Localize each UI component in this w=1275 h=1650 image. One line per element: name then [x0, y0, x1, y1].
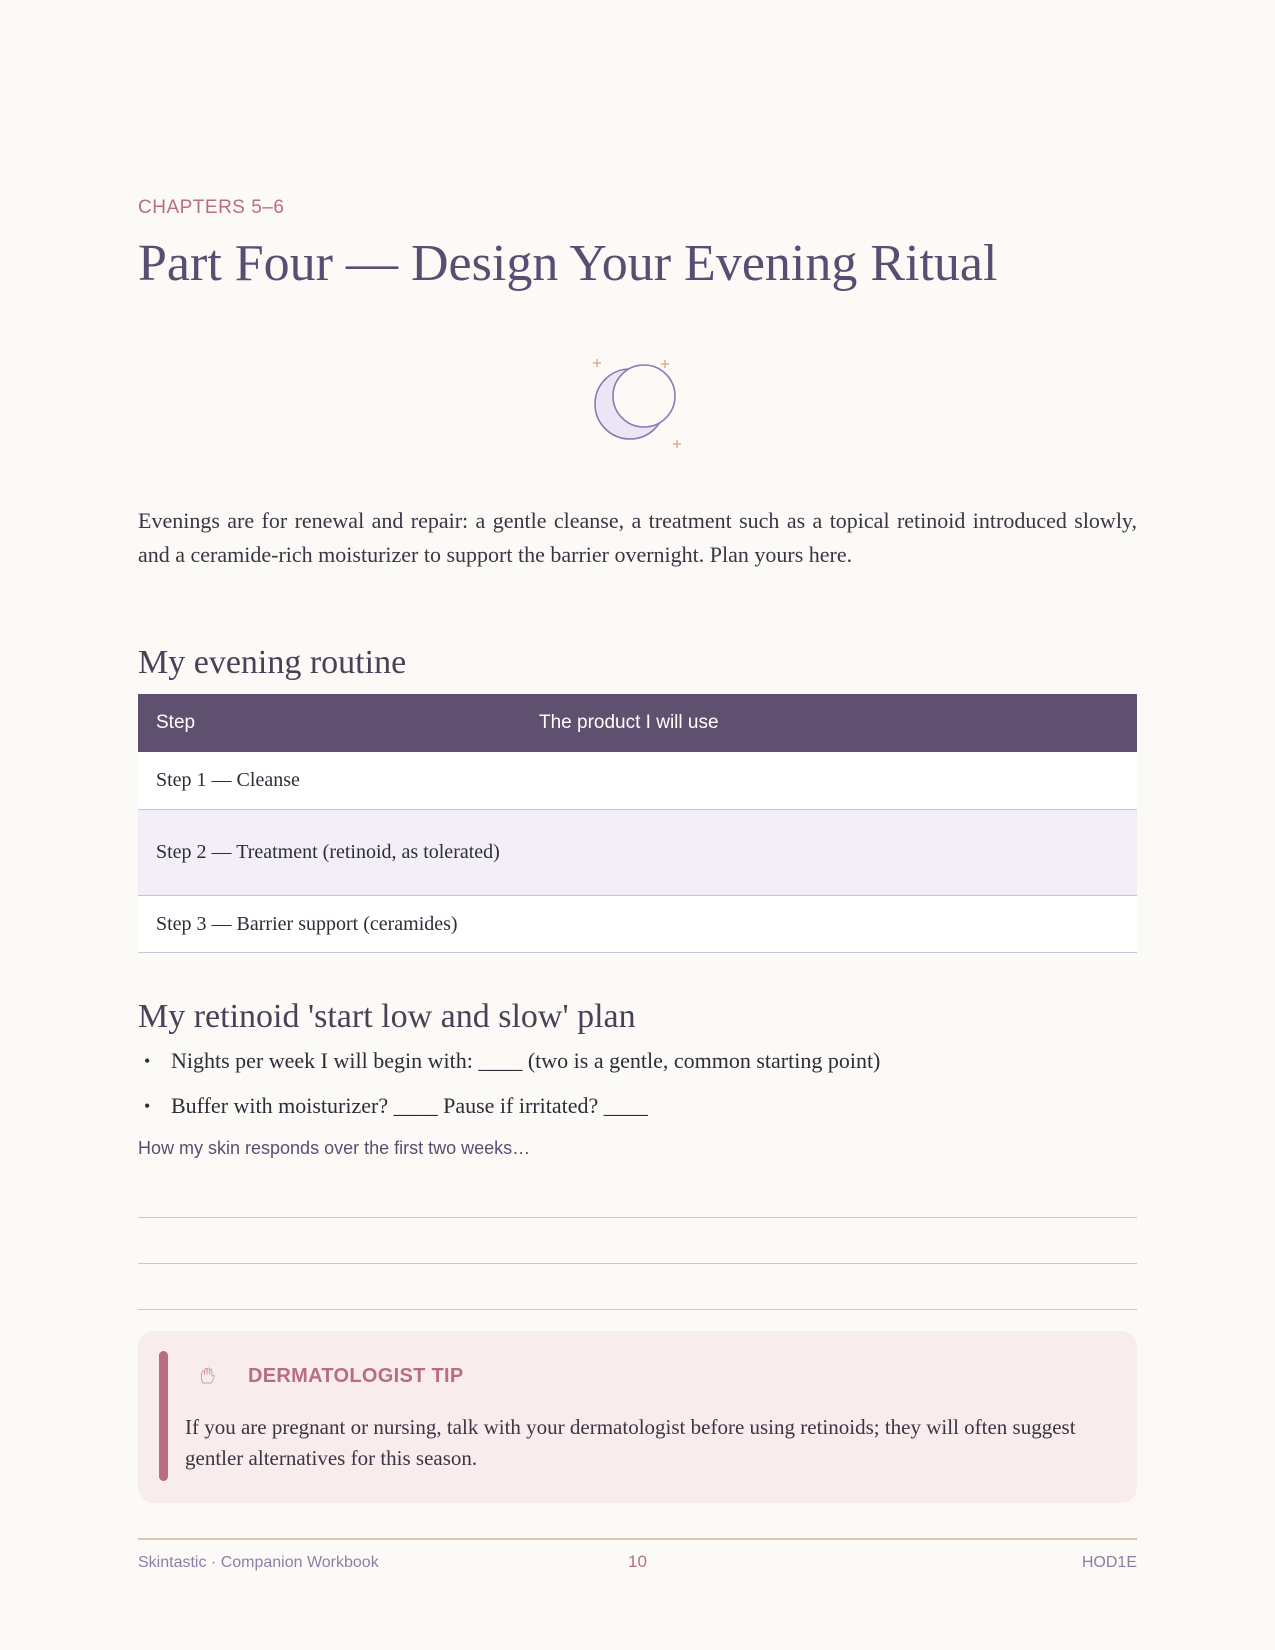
product-entry-cell[interactable]	[521, 810, 1137, 896]
list-item-text: Buffer with moisturizer? ____ Pause if irritated? ____	[171, 1093, 648, 1118]
table-row	[138, 752, 1137, 810]
crescent-moon-icon	[592, 352, 692, 452]
footer-book-title: Skintastic · Companion Workbook	[138, 1554, 379, 1571]
list-item	[138, 1091, 1137, 1121]
table-row	[138, 896, 1137, 953]
table-header-row	[138, 694, 1137, 752]
list-item	[138, 1046, 1137, 1076]
page-title: Part Four — Design Your Evening Ritual	[138, 235, 998, 292]
page-number: 10	[628, 1552, 647, 1571]
bullet-icon: •	[144, 1051, 151, 1071]
bullet-icon: •	[144, 1096, 151, 1116]
routine-heading: My evening routine	[138, 644, 407, 681]
chapter-eyebrow: CHAPTERS 5–6	[138, 197, 285, 218]
list-item-text: Nights per week I will begin with: ____ (two is a gentle, common starting point)	[171, 1048, 881, 1073]
step-cell: Step 2 — Treatment (retinoid, as tolerated)	[138, 810, 521, 896]
intro-paragraph: Evenings are for renewal and repair: a gentle cleanse, a treatment such as a topical retinoid introduced slowly, and a ceramide-rich moisturizer to support the barrier overnight. Plan yours here.	[138, 508, 1137, 567]
step-cell: Step 1 — Cleanse	[138, 752, 521, 810]
product-entry-cell[interactable]	[521, 752, 1137, 810]
step-cell: Step 3 — Barrier support (ceramides)	[138, 896, 521, 953]
retinoid-plan-list	[138, 1046, 1137, 1136]
callout-accent-bar	[159, 1351, 168, 1481]
tip-body: If you are pregnant or nursing, talk with your dermatologist before using retinoids; they will often suggest gentler alternatives for this season.	[185, 1415, 1076, 1470]
evening-routine-table	[138, 694, 1137, 953]
column-header-step: Step	[138, 694, 521, 752]
journal-prompt: How my skin responds over the first two weeks…	[138, 1138, 531, 1158]
retinoid-plan-heading: My retinoid 'start low and slow' plan	[138, 998, 636, 1035]
writing-line[interactable]	[138, 1217, 1137, 1218]
tip-heading: DERMATOLOGIST TIP	[248, 1365, 464, 1387]
dermatologist-tip-callout	[138, 1331, 1137, 1503]
writing-line[interactable]	[138, 1263, 1137, 1264]
workbook-page	[138, 0, 1137, 1650]
writing-line[interactable]	[138, 1309, 1137, 1310]
column-header-product: The product I will use	[521, 694, 1137, 752]
footer-code: HOD1E	[1081, 1554, 1137, 1571]
product-entry-cell[interactable]	[521, 896, 1137, 953]
hand-icon	[198, 1366, 218, 1386]
table-row	[138, 810, 1137, 896]
page-footer	[138, 1552, 1137, 1576]
footer-divider	[138, 1538, 1137, 1540]
